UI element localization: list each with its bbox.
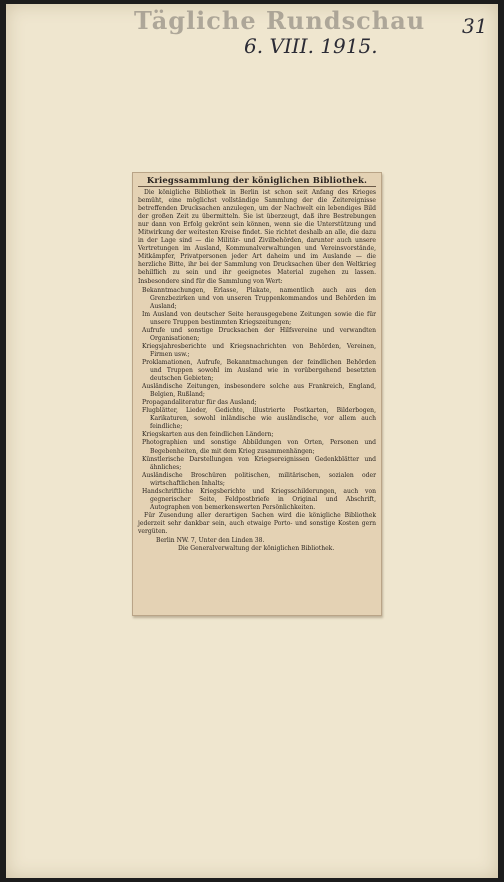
clipping-signature: Die Generalverwaltung der königlichen Bibliothek.	[178, 545, 335, 553]
clipping-intro: Die königliche Bibliothek in Berlin ist schon seit Anfang des Krieges bemüht, eine möglichst vollständige Sammlung der die Zeitereignisse betreffenden Drucksachen anzulegen, um der Nachwelt ein lebendiges Bild der großen Zeit zu übermitteln. Sie ist überzeugt, daß ihre Bestrebungen nur dann von Erfolg gekrönt sein können, wenn sie die Unterstützung und Mitwirkung der weitesten Kreise findet. Sie richtet deshalb an alle, die dazu in der Lage sind — die Militär- und Zivilbehörden, darunter auch unsere Vertretungen im Ausland, Kommunalverwaltungen und Vereinsvorstände, Mitkämpfer, Privatpersonen jeder Art daheim und im Auslande — die herzliche Bitte, ihr bei der Sammlung von Drucksachen über den Weltkrieg behilflich zu sein und ihr geeignetes Material zugehen zu lassen. Insbesondere sind für die Sammlung von Wert:	[138, 189, 376, 285]
clipping-address: Berlin NW. 7, Unter den Linden 38.	[156, 537, 265, 545]
collection-item-list	[138, 287, 376, 512]
list-item: Ausländische Broschüren politischen, militärischen, sozialen oder wirtschaftlichen Inhalts;	[142, 471, 376, 487]
list-item: Flugblätter, Lieder, Gedichte, illustrierte Postkarten, Bilderbogen, Karikaturen, sowohl inländische wie ausländische, vor allem auch feindliche;	[142, 407, 376, 431]
newspaper-clipping	[132, 172, 382, 616]
page-number: 31	[462, 14, 488, 38]
list-item: Bekanntmachungen, Erlasse, Plakate, namentlich auch aus den Grenzbezirken und von unseren Truppenkommandos und Behörden im Ausland;	[142, 286, 376, 310]
list-item: Kriegskarten aus den feindlichen Ländern;	[142, 431, 274, 439]
clipping-title: Kriegssammlung der königlichen Bibliothek.	[138, 175, 376, 187]
handwritten-date: 6. VIII. 1915.	[244, 34, 378, 58]
list-item: Künstlerische Darstellungen von Kriegsereignissen Gedenkblätter und ähnliches;	[142, 455, 376, 471]
archive-sheet	[6, 4, 498, 878]
list-item: Ausländische Zeitungen, insbesondere solche aus Frankreich, England, Belgien, Rußland;	[142, 383, 376, 399]
list-item: Aufrufe und sonstige Drucksachen der Hilfsvereine und verwandten Organisationen;	[142, 326, 376, 342]
newspaper-name-stamp: Tägliche Rundschau	[134, 6, 426, 35]
list-item: Handschriftliche Kriegsberichte und Kriegsschilderungen, auch von gegnerischer Seite, Feldpostbriefe in Original und Abschrift, Autographen von bemerkenswerten Persönlichkeiten.	[142, 487, 376, 511]
clipping-body	[138, 189, 376, 553]
list-item: Im Ausland von deutscher Seite herausgegebene Zeitungen sowie die für unsere Truppen bestimmten Kriegszeitungen;	[142, 310, 376, 326]
list-item: Kriegsjahresberichte und Kriegsnachrichten von Behörden, Vereinen, Firmen usw.;	[142, 342, 376, 358]
list-item: Proklamationen, Aufrufe, Bekanntmachungen der feindlichen Behörden und Truppen sowohl im Ausland wie in vorübergehend besetzten deutschen Gebieten;	[142, 358, 376, 383]
list-item: Propagandaliteratur für das Ausland;	[142, 399, 257, 407]
list-item: Photographien und sonstige Abbildungen von Orten, Personen und Begebenheiten, die mit dem Krieg zusammenhängen;	[142, 439, 376, 455]
clipping-closing: Für Zusendung aller derartigen Sachen wird die königliche Bibliothek jederzeit sehr dankbar sein, auch etwaige Porto- und sonstige Kosten gern vergüten.	[138, 511, 376, 535]
